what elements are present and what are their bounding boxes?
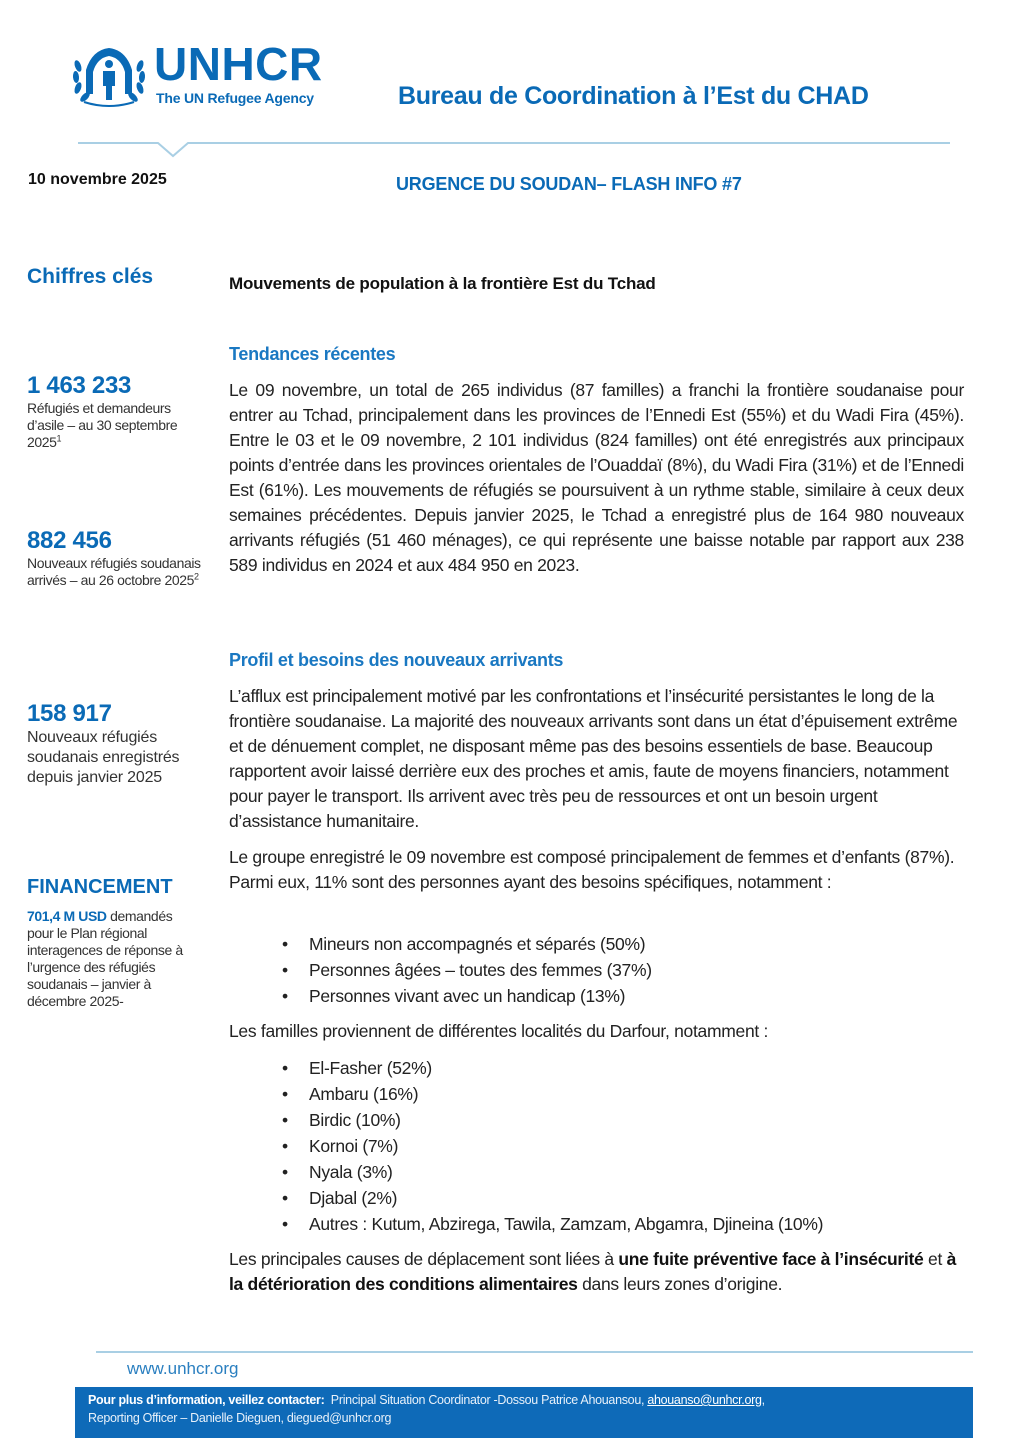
key-figure-new-arrivals bbox=[27, 527, 202, 589]
logo-wordmark: UNHCR bbox=[154, 38, 323, 90]
list-item: • El-Fasher (52%) bbox=[229, 1055, 964, 1081]
section-title-profile: Profil et besoins des nouveaux arrivants bbox=[229, 650, 564, 670]
key-figure-registered bbox=[27, 700, 202, 788]
key-figure-value: 158 917 bbox=[27, 700, 112, 727]
list-item: • Personnes vivant avec un handicap (13%) bbox=[229, 983, 964, 1009]
bullet-icon: • bbox=[282, 1058, 288, 1078]
key-figure-value: 882 456 bbox=[27, 527, 112, 554]
unhcr-logo bbox=[70, 38, 340, 112]
list-item: • Djabal (2%) bbox=[229, 1185, 964, 1211]
key-figure-value: 1 463 233 bbox=[27, 372, 132, 399]
header-divider bbox=[78, 136, 950, 160]
origin-localities-list bbox=[229, 1055, 964, 1237]
group-composition-paragraph: Le groupe enregistré le 09 novembre est composé principalement de femmes et d’enfants (87%). Parmi eux, 11% sont des personnes ayant des besoins spécifiques, notamment : bbox=[229, 847, 955, 892]
footnote-ref[interactable]: 2 bbox=[194, 571, 199, 582]
contact-lead: Pour plus d’information, veillez contacter: bbox=[88, 1393, 325, 1407]
footer-divider bbox=[96, 1351, 973, 1353]
contact-coordinator: Principal Situation Coordinator -Dossou Patrice Ahouansou, bbox=[324, 1393, 648, 1407]
contact-reporting-officer: Reporting Officer – Danielle Dieguen, diegued@unhcr.org bbox=[88, 1411, 392, 1425]
key-figures-title: Chiffres clés bbox=[27, 265, 154, 288]
flash-info-title: URGENCE DU SOUDAN– FLASH INFO #7 bbox=[396, 174, 742, 194]
cause-insecurity: une fuite préventive face à l’insécurité bbox=[618, 1249, 924, 1269]
funding-title: FINANCEMENT bbox=[27, 876, 173, 898]
unhcr-emblem-icon bbox=[70, 44, 148, 108]
displacement-causes-paragraph: Les principales causes de déplacement sont liées à une fuite préventive face à l’insécurité et à la détérioration des conditions alimentaires dans leurs zones d’origine. bbox=[229, 1249, 957, 1294]
bullet-icon: • bbox=[282, 934, 288, 954]
logo-tagline: The UN Refugee Agency bbox=[156, 90, 314, 106]
specific-needs-list bbox=[229, 931, 964, 1009]
list-item: • Ambaru (16%) bbox=[229, 1081, 964, 1107]
list-item: • Nyala (3%) bbox=[229, 1159, 964, 1185]
bullet-icon: • bbox=[282, 1188, 288, 1208]
section-title-trends: Tendances récentes bbox=[229, 344, 396, 364]
list-item: • Mineurs non accompagnés et séparés (50%) bbox=[229, 931, 964, 957]
report-date: 10 novembre 2025 bbox=[28, 171, 167, 188]
office-title: Bureau de Coordination à l’Est du CHAD bbox=[398, 82, 869, 110]
coordinator-email-link[interactable]: ahouanso@unhcr.org bbox=[647, 1393, 762, 1407]
funding-amount: 701,4 M USD bbox=[27, 908, 107, 924]
bullet-icon: • bbox=[282, 960, 288, 980]
key-figure-description: Réfugiés et demandeurs d’asile – au 30 septembre 2025$^1$ bbox=[27, 400, 178, 450]
website-link[interactable]: www.unhcr.org bbox=[127, 1359, 239, 1378]
bullet-icon: • bbox=[282, 1084, 288, 1104]
profile-paragraph: L’afflux est principalement motivé par les confrontations et l’insécurité persistantes le long de la frontière soudanaise. La majorité des nouveaux arrivants sont dans un état d’épuisement extrême et de dénuement complet, ne disposant même pas des besoins essentiels de base. Beaucoup rapportent avoir laissé derrière eux des proches et amis, faute de moyens financiers, notamment pour payer le transport. Ils arrivent avec très peu de ressources et ont un besoin urgent d’assistance humanitaire. bbox=[229, 686, 958, 831]
key-figure-description: Nouveaux réfugiés soudanais arrivés – au 26 octobre 2025$^2$ bbox=[27, 555, 201, 588]
trends-paragraph: Le 09 novembre, un total de 265 individus (87 familles) a franchi la frontière soudanaise pour entrer au Tchad, principalement dans les provinces de l’Ennedi Est (55%) et du Wadi Fira (45%). Entre le 03 et le 09 novembre, 2 101 individus (824 familles) ont été enregistrés aux principaux points d’entrée dans les provinces orientales de l’Ouaddaï (8%), du Wadi Fira (31%) et de l’Ennedi Est (61%). Les mouvements de réfugiés se poursuivent à un rythme stable, similaire à ceux deux semaines précédentes. Depuis janvier 2025, le Tchad a enregistré plus de 164 980 nouveaux arrivants réfugiés (51 460 ménages), ce qui représente une baisse notable par rapport aux 238 589 individus en 2024 et aux 484 950 en 2023. bbox=[229, 380, 964, 575]
list-item: • Personnes âgées – toutes des femmes (37%) bbox=[229, 957, 964, 983]
bullet-icon: • bbox=[282, 986, 288, 1006]
contact-info: Pour plus d’information, veillez contacter: Principal Situation Coordinator -Dossou Patrice Ahouansou, ahouanso@unhcr.org, Reporting Officer – Danielle Dieguen, diegued@unhcr.org bbox=[88, 1393, 765, 1425]
origin-intro: Les familles proviennent de différentes localités du Darfour, notamment : bbox=[229, 1021, 769, 1041]
key-figure-refugees-total bbox=[27, 372, 202, 451]
cause-food-conditions: à la détérioration des conditions alimentaires bbox=[229, 1249, 957, 1294]
list-item: • Kornoi (7%) bbox=[229, 1133, 964, 1159]
key-figure-description: Nouveaux réfugiés soudanais enregistrés depuis janvier 2025 bbox=[27, 729, 180, 786]
bullet-icon: • bbox=[282, 1214, 288, 1234]
bullet-icon: • bbox=[282, 1162, 288, 1182]
bullet-icon: • bbox=[282, 1110, 288, 1130]
footnote-ref[interactable]: 1 bbox=[56, 433, 62, 444]
bullet-icon: • bbox=[282, 1136, 288, 1156]
list-item: • Birdic (10%) bbox=[229, 1107, 964, 1133]
main-heading: Mouvements de population à la frontière Est du Tchad bbox=[229, 274, 656, 293]
funding-description: 701,4 M USD demandés pour le Plan régional interagences de réponse à l’urgence des réfugiés soudanais – janvier à décembre 2025- bbox=[27, 908, 183, 1009]
list-item: • Autres : Kutum, Abzirega, Tawila, Zamzam, Abgamra, Djineina (10%) bbox=[229, 1211, 964, 1237]
